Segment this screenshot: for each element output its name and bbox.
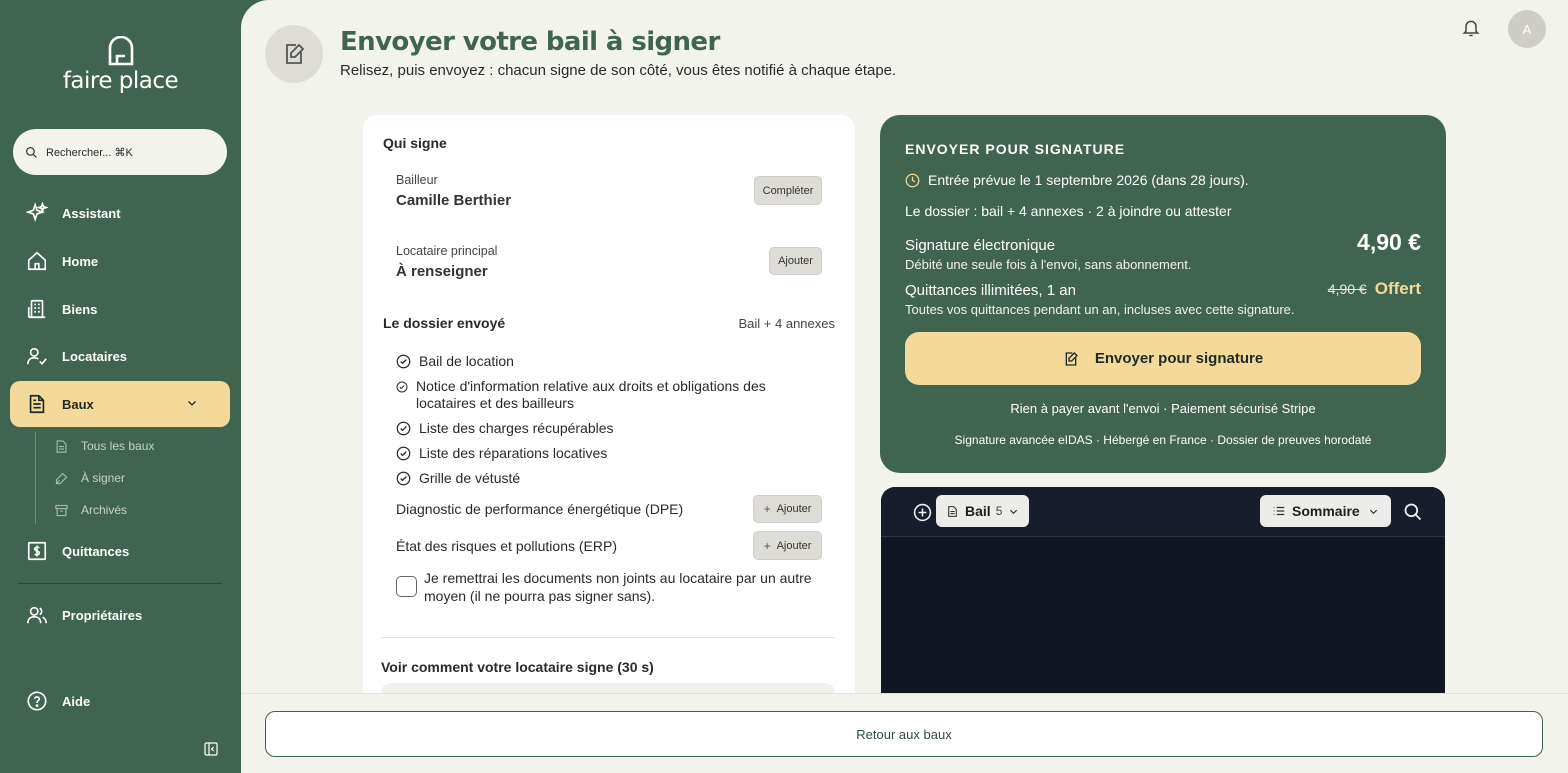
plus-icon: + — [763, 502, 771, 516]
check-circle-icon — [396, 354, 411, 369]
nav-item-baux[interactable] — [10, 381, 230, 427]
search-icon — [25, 146, 38, 159]
edit-document-icon — [282, 42, 306, 66]
subnav-label: Tous les baux — [81, 439, 155, 453]
nav-item-biens[interactable] — [10, 286, 230, 332]
nav-item-assistant[interactable] — [10, 190, 230, 236]
locataire-name: À renseigner — [396, 263, 488, 280]
button-label: Ajouter — [776, 503, 812, 515]
subnav-label: À signer — [81, 471, 126, 485]
main-content — [241, 0, 1568, 773]
panel-title: ENVOYER POUR SIGNATURE — [905, 141, 1126, 157]
nav-label: Propriétaires — [62, 607, 143, 623]
section-title-dossier: Le dossier envoyé — [383, 315, 506, 331]
ajouter-erp-button[interactable] — [753, 531, 822, 560]
dossier-item-label: Notice d'information relative aux droits et obligations des locataires et des bailleurs — [416, 378, 766, 411]
dossier-item — [396, 353, 514, 370]
payment-note: Rien à payer avant l'envoi · Paiement sécurisé Stripe — [1010, 401, 1316, 416]
logo-text: faire place — [62, 68, 179, 94]
completer-button[interactable]: Compléter — [754, 176, 822, 205]
nav-item-locataires[interactable] — [10, 333, 230, 379]
users-icon — [26, 604, 48, 626]
home-icon — [26, 250, 48, 272]
receipt-icon — [26, 540, 48, 562]
esign-label: Signature électronique — [905, 237, 1056, 254]
search-input[interactable] — [13, 129, 227, 175]
search-icon[interactable] — [1403, 502, 1423, 522]
nav-label: Home — [62, 253, 99, 269]
nav-label: Locataires — [62, 348, 128, 364]
dossier-item — [396, 420, 614, 437]
dossier-item — [396, 470, 520, 487]
entry-date-line — [905, 172, 1249, 188]
document-select-label: Bail — [965, 503, 991, 519]
check-circle-icon — [396, 471, 411, 486]
dossier-item-label: Liste des charges récupérables — [419, 420, 614, 436]
offer-badge: Offert — [1374, 279, 1421, 298]
dossier-item — [396, 378, 816, 412]
archive-icon — [54, 503, 69, 518]
nav-item-proprietaires[interactable] — [10, 592, 230, 638]
check-circle-icon — [396, 381, 408, 393]
sparkle-icon — [26, 202, 48, 224]
file-icon — [946, 505, 959, 518]
sidebar — [0, 0, 241, 773]
locataire-role: Locataire principal — [396, 244, 498, 258]
esign-price: 4,90 € — [1357, 229, 1421, 255]
attest-checkbox-label[interactable]: Je remettrai les documents non joints au locataire par un autre moyen (il ne pourra pas signer sans). — [424, 570, 812, 604]
preview-toolbar — [881, 487, 1445, 537]
logo[interactable] — [0, 36, 241, 94]
document-count: 5 — [995, 504, 1003, 518]
collapse-sidebar-icon[interactable] — [203, 741, 219, 757]
document-icon — [26, 393, 48, 415]
chevron-down-icon — [1368, 506, 1379, 517]
quittances-offer — [1328, 279, 1421, 299]
subnav-label: Archivés — [81, 503, 128, 517]
logo-house-icon — [107, 36, 135, 66]
sommaire-button[interactable] — [1260, 495, 1391, 527]
dossier-item-label: Liste des réparations locatives — [419, 445, 608, 461]
dossier-item-label: Grille de vétusté — [419, 470, 521, 486]
submenu-line — [35, 432, 36, 524]
back-to-leases-button[interactable]: Retour aux baux — [265, 711, 1543, 757]
sommaire-label: Sommaire — [1292, 503, 1360, 519]
video-section-title: Voir comment votre locataire signe (30 s) — [381, 659, 654, 675]
nav-label: Aide — [62, 693, 91, 709]
page-title-icon — [265, 25, 323, 83]
building-icon — [26, 298, 48, 320]
ajouter-locataire-button[interactable]: Ajouter — [769, 247, 822, 275]
nav-label: Quittances — [62, 543, 130, 559]
missing-doc-erp: État des risques et pollutions (ERP) — [396, 538, 617, 554]
dossier-item — [396, 445, 607, 462]
missing-doc-dpe: Diagnostic de performance énergétique (DPE) — [396, 501, 684, 517]
chevron-down-icon — [186, 397, 198, 409]
quittances-label: Quittances illimitées, 1 an — [905, 282, 1076, 299]
search-placeholder: Rechercher... ⌘K — [46, 146, 133, 159]
check-circle-icon — [396, 421, 411, 436]
page-title: Envoyer votre bail à signer — [340, 27, 720, 57]
bailleur-name: Camille Berthier — [396, 192, 512, 209]
entry-date: Entrée prévue le 1 septembre 2026 (dans 28 jours). — [928, 172, 1249, 188]
footer — [241, 693, 1568, 773]
page-subtitle: Relisez, puis envoyez : chacun signe de son côté, vous êtes notifié à chaque étape. — [340, 62, 897, 79]
document-select-button[interactable] — [936, 495, 1029, 527]
signers-card — [363, 115, 855, 715]
dossier-summary: Le dossier : bail + 4 annexes · 2 à joindre ou attester — [905, 203, 1232, 219]
cta-label: Envoyer pour signature — [1094, 350, 1264, 367]
nav-label: Assistant — [62, 205, 121, 221]
edit-document-icon — [1063, 351, 1079, 367]
section-title-qui-signe: Qui signe — [383, 135, 447, 151]
subnav-item-archives[interactable] — [54, 498, 127, 522]
subnav-item-a-signer[interactable] — [54, 466, 125, 490]
nav-item-home[interactable] — [10, 238, 230, 284]
card-divider — [381, 637, 835, 638]
send-for-signature-button[interactable] — [905, 332, 1421, 385]
clock-icon — [905, 173, 920, 188]
chevron-down-icon — [1008, 506, 1019, 517]
subnav-item-tous-les-baux[interactable] — [54, 434, 154, 458]
old-price: 4,90 € — [1327, 281, 1367, 297]
user-check-icon — [26, 345, 48, 367]
button-label: Ajouter — [776, 539, 812, 552]
signature-panel — [880, 115, 1446, 473]
bailleur-role: Bailleur — [396, 173, 438, 187]
nav-label: Baux — [62, 396, 94, 412]
plus-icon: + — [763, 538, 771, 553]
attest-checkbox[interactable] — [396, 576, 417, 597]
bell-icon[interactable] — [1461, 17, 1481, 39]
check-circle-icon — [396, 446, 411, 461]
list-icon — [1272, 504, 1286, 518]
sidebar-divider — [18, 583, 222, 584]
trust-note: Signature avancée eIDAS · Hébergé en France · Dossier de preuves horodaté — [954, 433, 1372, 447]
nav-label: Biens — [62, 301, 98, 317]
esign-sub: Débité une seule fois à l'envoi, sans abonnement. — [905, 257, 1192, 272]
nav-item-quittances[interactable] — [10, 528, 230, 574]
file-icon — [54, 439, 69, 454]
help-icon — [26, 690, 48, 712]
dossier-tag: Bail + 4 annexes — [738, 316, 835, 331]
nav-item-aide[interactable] — [10, 678, 230, 724]
ajouter-dpe-button[interactable] — [753, 495, 822, 523]
dossier-item-label: Bail de location — [419, 353, 514, 369]
quittances-sub: Toutes vos quittances pendant un an, incluses avec cette signature. — [905, 302, 1295, 317]
avatar[interactable]: A — [1508, 10, 1546, 48]
signature-icon — [54, 471, 69, 486]
add-circle-icon[interactable] — [913, 503, 932, 522]
